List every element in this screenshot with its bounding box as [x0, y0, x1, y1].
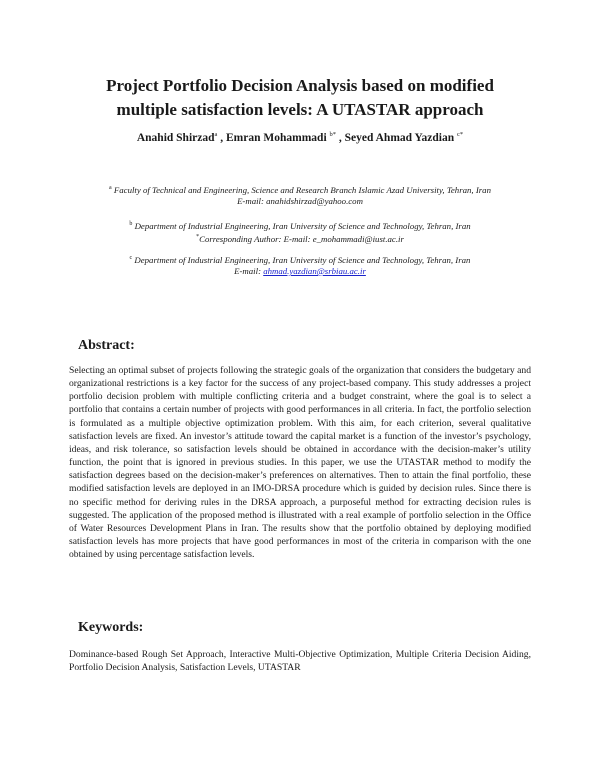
affiliation-b [40, 219, 560, 245]
affiliation-mark: b [129, 221, 133, 227]
title-line-1: Project Portfolio Decision Analysis based on modified [106, 76, 494, 95]
abstract-body: Selecting an optimal subset of projects following the strategic goals of the organization that considers the budgetary and organizational restrictions is a key factor for the success of any project-based company. This study addresses a project portfolio decision problem with multiple conflicting criteria and a budget constraint, where the goal is to select a portfolio that contains a certain number of projects with good performances in all criteria. In fact, the portfolio selection is formulated as a multiple objective optimization problem. With this aim, for each criterion, several qualitative satisfaction levels are fixed. An investor’s attitude toward the capital market is a function of the investor’s psychology, ideas, and risk tolerance, so satisfaction levels should be obtained in accordance with the decision-maker’s utility function, the point that is ignored in previous studies. In this paper, we use the UTASTAR method to modify the satisfaction degrees based on the decision-maker’s preferences on alternatives. Then to attain the final portfolio, these modified satisfaction levels are deployed in an IMO-DRSA procedure which is guided by decision rules. Since there is no specific method for deriving rules in the DRSA approach, a purposeful method for extracting decision rules is suggested. The application of the proposed method is illustrated with a real example of portfolio selection in the Office of Water Resources Development Plans in Iran. The results show that the portfolio obtained by deploying modified satisfaction levels has more projects that have good performances in most of the criteria in comparison with the one obtained by using percentage satisfaction levels. [69, 365, 531, 561]
author-name: Seyed Ahmad Yazdian [344, 131, 455, 144]
affiliation-text: Department of Industrial Engineering, Iran University of Science and Technology, Tehran, Iran [134, 254, 471, 265]
author-name: Emran Mohammadi [226, 131, 327, 144]
corresponding-author: Corresponding Author: E-mail: e_mohammadi@iust.ac.ir [199, 233, 404, 244]
keywords-body: Dominance-based Rough Set Approach, Interactive Multi-Objective Optimization, Multiple Criteria Decision Aiding, Portfolio Decision Analysis, Satisfaction Levels, UTASTAR [69, 649, 531, 674]
abstract-heading: Abstract: [78, 338, 135, 353]
paper-title [40, 74, 560, 122]
affiliation-email: E-mail: anahidshirzad@yahoo.com [237, 195, 363, 206]
affiliation-mark: a [109, 185, 112, 191]
author-mark: b* [329, 131, 337, 138]
affiliation-c [40, 253, 560, 277]
author-list [40, 131, 560, 144]
author-name: Anahid Shirzad [136, 131, 215, 144]
email-link[interactable]: ahmad.yazdian@srbiau.ac.ir [263, 265, 366, 276]
affiliation-mark: c [129, 255, 133, 261]
author-separator: , [336, 131, 345, 144]
affiliation-a [40, 183, 560, 207]
keywords-heading: Keywords: [78, 620, 144, 635]
affiliation-text: Faculty of Technical and Engineering, Science and Research Branch Islamic Azad University, Tehran, Iran [113, 184, 491, 195]
author-mark: c* [457, 131, 464, 138]
email-label: E-mail: [234, 265, 264, 276]
affiliation-text: Department of Industrial Engineering, Iran University of Science and Technology, Tehran, Iran [134, 220, 471, 231]
author-separator: , [217, 131, 227, 144]
corresponding-mark: * [196, 233, 200, 240]
title-line-2: multiple satisfaction levels: A UTASTAR approach [116, 100, 484, 119]
author-mark: a [214, 131, 218, 138]
